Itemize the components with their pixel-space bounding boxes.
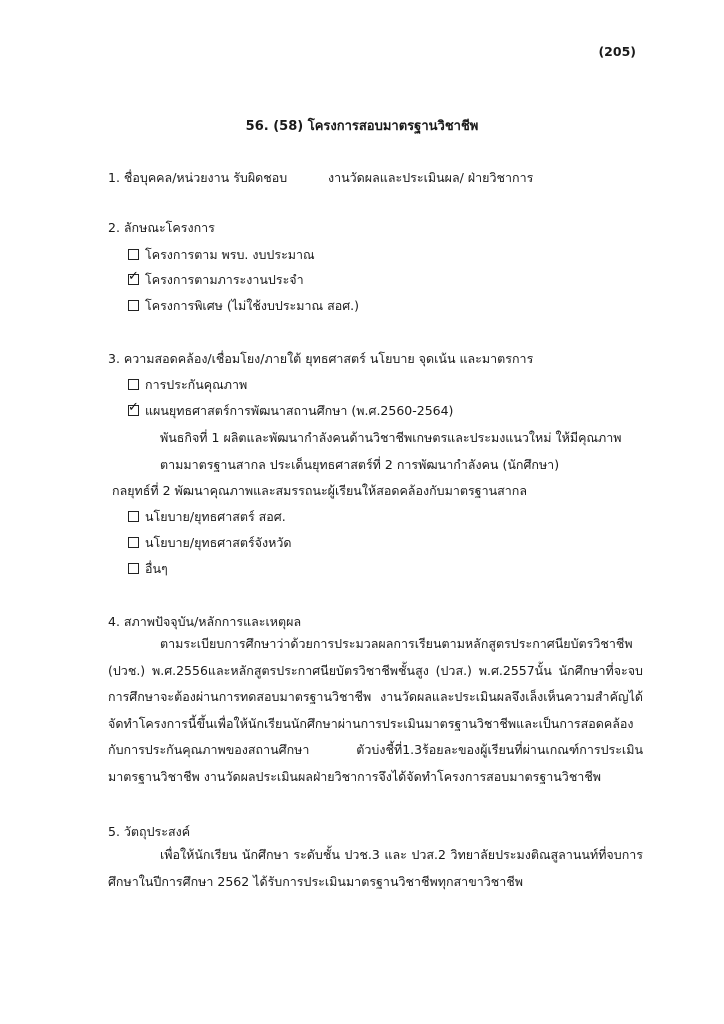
option-label: โครงการพิเศษ (ไม่ใช้งบประมาณ สอศ.) bbox=[145, 298, 359, 313]
option-label: อื่นๆ bbox=[145, 561, 168, 576]
mission-detail-line1: พันธกิจที่ 1 ผลิตและพัฒนากำลังคนด้านวิชาชีพเกษตรและประมงแนวใหม่ ให้มีคุณภาพ bbox=[160, 430, 622, 445]
paragraph-text: ตามระเบียบการศึกษาว่าด้วยการประมวลผลการเรียนตามหลักสูตรประกาศนียบัตรวิชาชีพ (ปวช.) พ.ศ.2556และหลักสูตรประกาศนียบัตรวิชาชีพชั้นสูง (ปวส.) พ.ศ.2557นั้น นักศึกษาที่จะจบการศึกษาจะต้องผ่านการทดสอบมาตรฐานวิชาชีพ งานวัดผลและประเมินผลจึงเล็งเห็นความสำคัญได้จัดทำโครงการนี้ขึ้นเพื่อให้นักเรียนนักศึกษาผ่านการประเมินมาตรฐานวิชาชีพและเป็นการสอดคล้องกับการประกันคุณภาพของสถานศึกษา ตัวบ่งชี้ที่1.3ร้อยละของผู้เรียนที่ผ่านเกณฑ์การประเมินมาตรฐานวิชาชีพ งานวัดผลประเมินผลฝ่ายวิชาการจึงได้จัดทำโครงการสอบมาตรฐานวิชาชีพ bbox=[108, 636, 643, 784]
alignment-option bbox=[128, 375, 247, 395]
section1-label: 1. ชื่อบุคคล/หน่วยงาน รับผิดชอบ bbox=[108, 170, 288, 185]
checkbox bbox=[128, 379, 139, 390]
strategy-line: กลยุทธ์ที่ 2 พัฒนาคุณภาพและสมรรถนะผู้เรียนให้สอดคล้องกับมาตรฐานสากล bbox=[112, 483, 528, 498]
project-type-option bbox=[128, 245, 315, 265]
alignment-option bbox=[128, 559, 168, 579]
option-label: นโยบาย/ยุทธศาสตร์จังหวัด bbox=[145, 535, 292, 550]
section4-heading: 4. สภาพปัจจุบัน/หลักการและเหตุผล bbox=[108, 614, 302, 629]
page-number: (205) bbox=[598, 44, 636, 59]
checkbox-checked bbox=[128, 274, 139, 285]
option-label: โครงการตาม พรบ. งบประมาณ bbox=[145, 247, 315, 262]
section4-paragraph bbox=[108, 631, 643, 790]
section1-value: งานวัดผลและประเมินผล/ ฝ่ายวิชาการ bbox=[328, 170, 534, 185]
checkbox bbox=[128, 300, 139, 311]
checkbox bbox=[128, 563, 139, 574]
checkbox bbox=[128, 537, 139, 548]
option-label: นโยบาย/ยุทธศาสตร์ สอศ. bbox=[145, 509, 286, 524]
checkbox bbox=[128, 511, 139, 522]
option-label: โครงการตามภาระงานประจำ bbox=[145, 272, 304, 287]
section5-heading: 5. วัตถุประสงค์ bbox=[108, 824, 191, 839]
option-label: การประกันคุณภาพ bbox=[145, 377, 248, 392]
project-type-option bbox=[128, 296, 359, 316]
option-label: แผนยุทธศาสตร์การพัฒนาสถานศึกษา (พ.ศ.2560-2564) bbox=[145, 403, 454, 418]
page-title: 56. (58) โครงการสอบมาตรฐานวิชาชีพ bbox=[245, 119, 479, 134]
section2-heading: 2. ลักษณะโครงการ bbox=[108, 220, 215, 235]
project-type-option bbox=[128, 270, 304, 290]
alignment-option bbox=[128, 533, 291, 553]
mission-detail-line2: ตามมาตรฐานสากล ประเด็นยุทธศาสตร์ที่ 2 การพัฒนากำลังคน (นักศึกษา) bbox=[160, 457, 560, 472]
paragraph-text: เพื่อให้นักเรียน นักศึกษา ระดับชั้น ปวช.3 และ ปวส.2 วิทยาลัยประมงติณสูลานนท์ที่จบการศึกษาในปีการศึกษา 2562 ได้รับการประเมินมาตรฐานวิชาชีพทุกสาขาวิชาชีพ bbox=[108, 847, 643, 889]
alignment-option bbox=[128, 401, 453, 421]
checkbox bbox=[128, 249, 139, 260]
section3-heading: 3. ความสอดคล้อง/เชื่อมโยง/ภายใต้ ยุทธศาสตร์ นโยบาย จุดเน้น และมาตรการ bbox=[108, 351, 534, 366]
alignment-option bbox=[128, 507, 286, 527]
checkbox-checked bbox=[128, 405, 139, 416]
section5-paragraph bbox=[108, 842, 643, 895]
